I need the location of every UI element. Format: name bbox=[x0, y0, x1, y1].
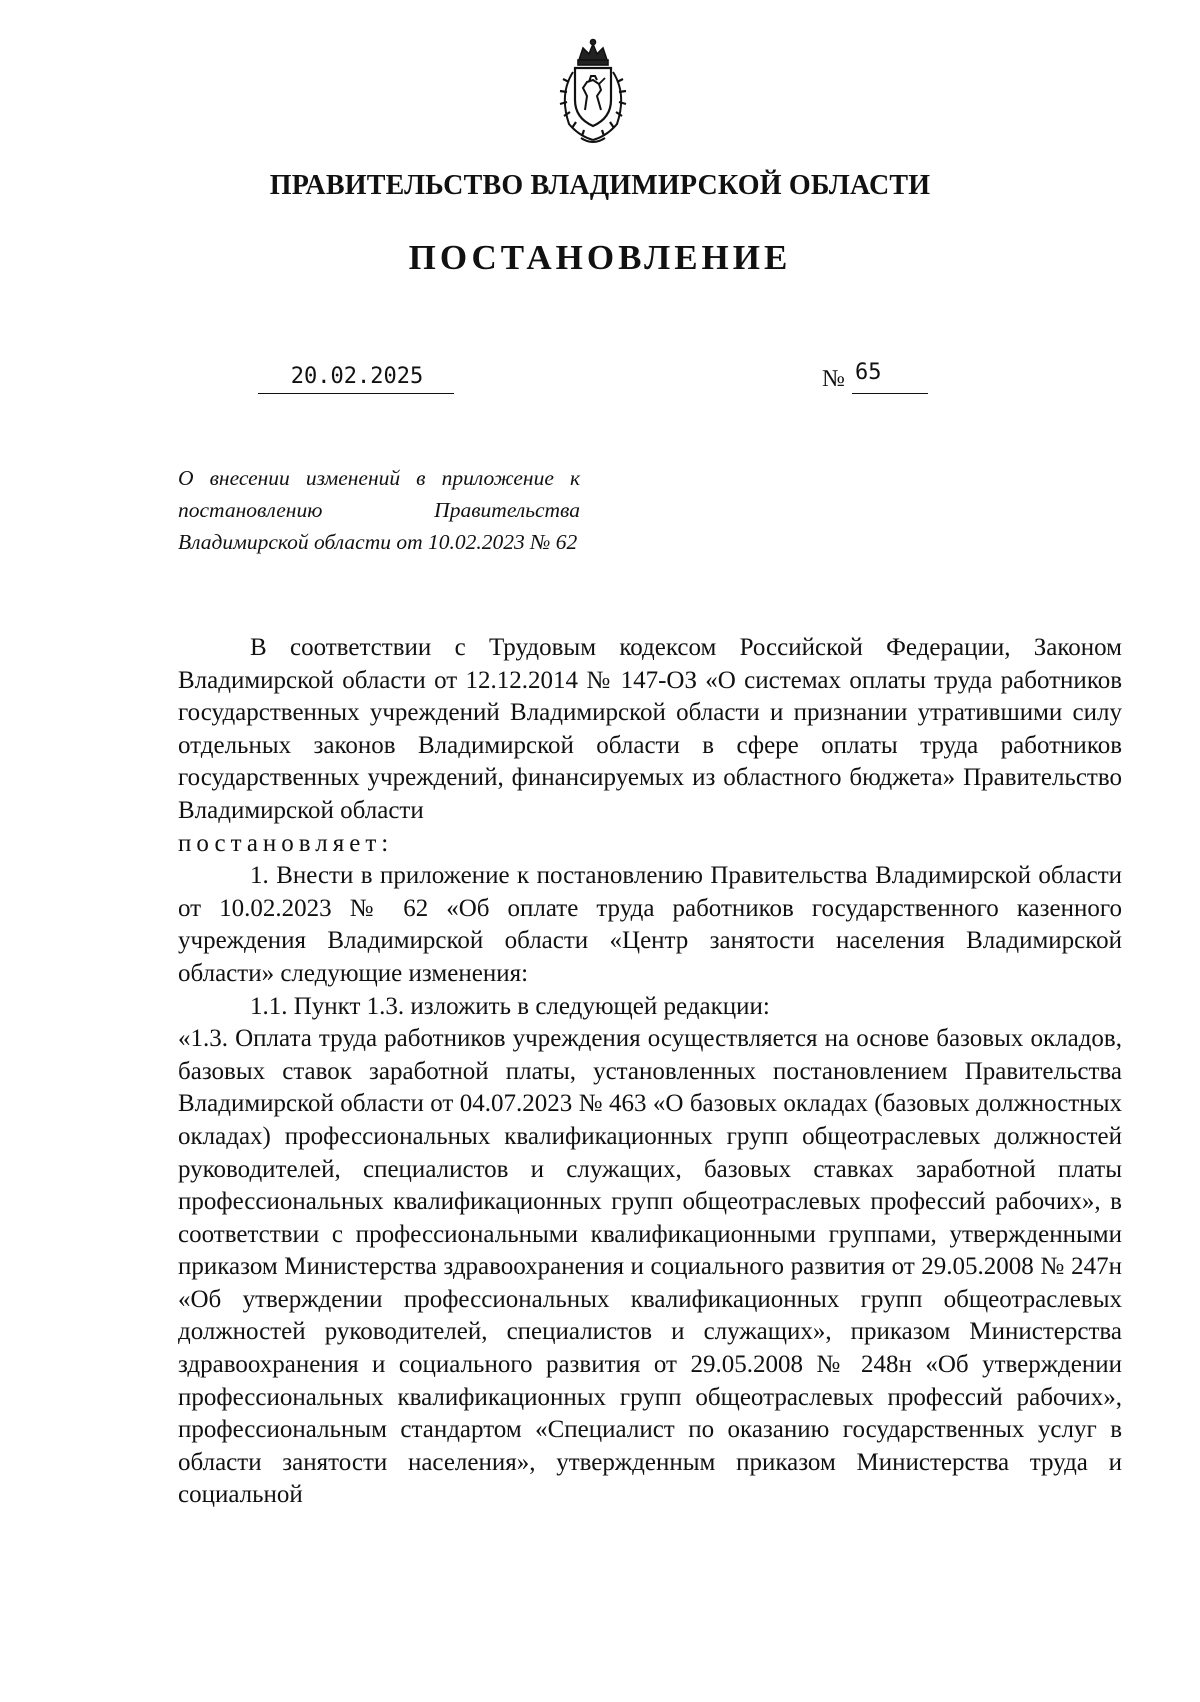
number-underline bbox=[852, 393, 928, 394]
document-number: 65 bbox=[855, 360, 882, 385]
resolves-word: постановляет: bbox=[178, 829, 394, 857]
document-subject: О внесении изменений в приложение к постановлению Правительства Владимирской области от 10.02.2023 № 62 bbox=[178, 466, 580, 554]
item-1-1-paragraph: 1.1. Пункт 1.3. изложить в следующей редакции: bbox=[250, 992, 770, 1020]
document-type-heading: ПОСТАНОВЛЕНИЕ bbox=[408, 238, 792, 277]
document-date: 20.02.2025 bbox=[290, 364, 424, 389]
document-body bbox=[178, 632, 1122, 1512]
coat-of-arms-icon bbox=[545, 38, 641, 148]
quoted-paragraph: «1.3. Оплата труда работников учреждения осуществляется на основе базовых окладов, базовых ставок заработной платы, установленных постановлением Правительства Владимирской области от 04.07.2023 № 463 «О базовых окладах (базовых должностных окладах) профессиональных квалификационных групп общеотраслевых должностей руководителей, специалистов и служащих, базовых ставках заработной платы профессиональных квалификационных групп общеотраслевых профессий рабочих», в соответствии с профессиональными квалификационными группами, утвержденными приказом Министерства здравоохранения и социального развития от 29.05.2008 № 247н «Об утверждении профессиональных квалификационных групп общеотраслевых должностей руководителей, специалистов и служащих», приказом Министерства здравоохранения и социального развития от 29.05.2008 № 248н «Об утверждении профессиональных квалификационных групп общеотраслевых профессий рабочих», профессиональным стандартом «Специалист по оказанию государственных услуг в области занятости населения», утвержденным приказом Министерства труда и социальной bbox=[178, 1025, 1122, 1509]
government-name: ПРАВИТЕЛЬСТВО ВЛАДИМИРСКОЙ ОБЛАСТИ bbox=[269, 170, 931, 201]
date-underline bbox=[258, 393, 454, 394]
number-sign: № bbox=[822, 366, 845, 392]
item-1-paragraph: 1. Внести в приложение к постановлению Правительства Владимирской области от 10.02.2023 № 62 «Об оплате труда работников государственного казенного учреждения Владимирской области «Центр занятости населения Владимирской области» следующие изменения: bbox=[178, 862, 1122, 987]
preamble-paragraph: В соответствии с Трудовым кодексом Российской Федерации, Законом Владимирской области от 12.12.2014 № 147-ОЗ «О системах оплаты труда работников государственных учреждений Владимирской области и признании утратившими силу отдельных законов Владимирской области в сфере оплаты труда работников государственных учреждений, финансируемых из областного бюджета» Правительство Владимирской области bbox=[178, 634, 1122, 824]
